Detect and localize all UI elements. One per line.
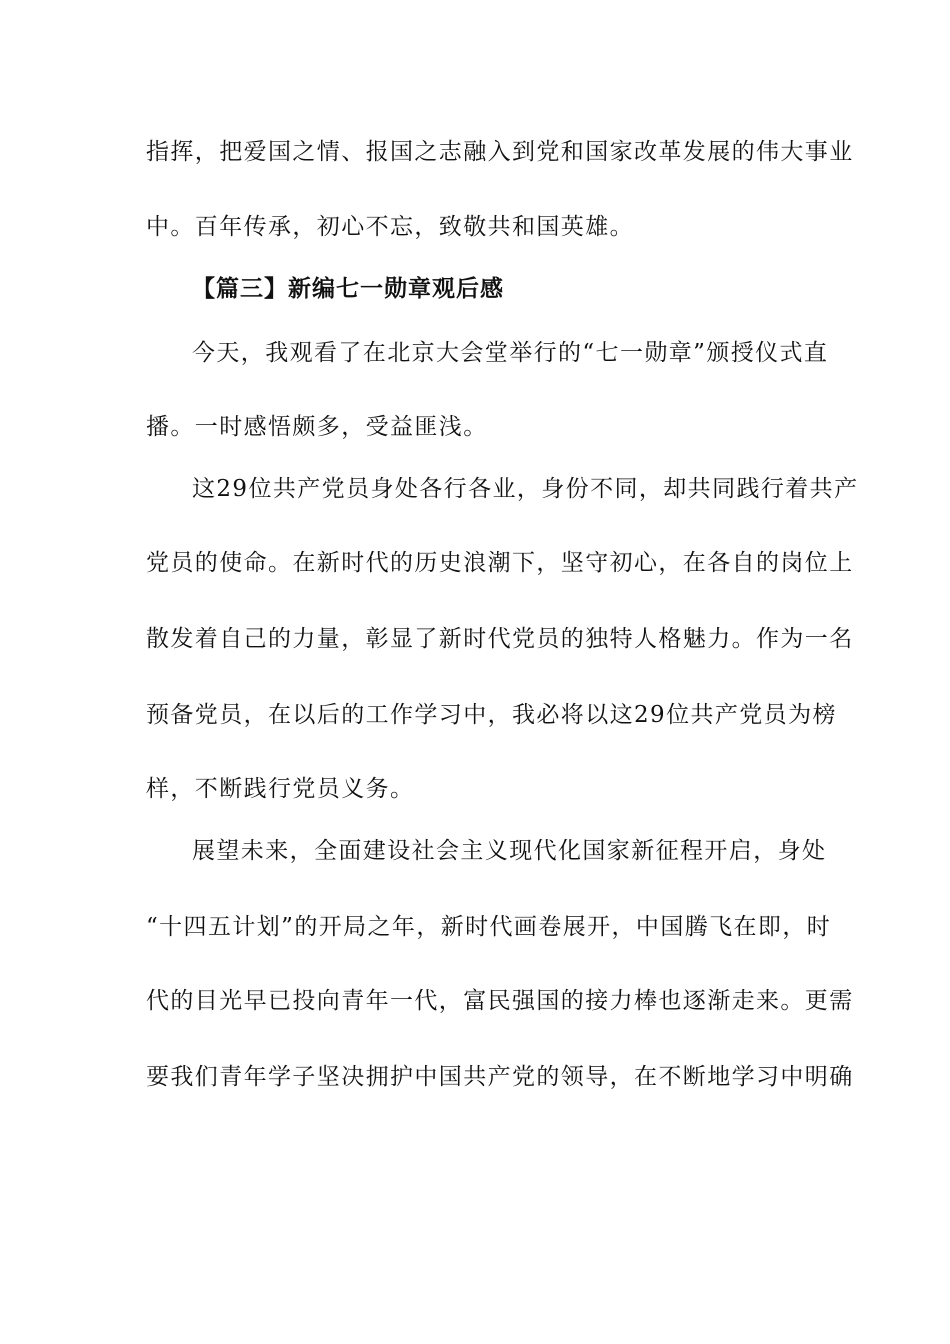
paragraph-line: 指挥，把爱国之情、报国之志融入到党和国家改革发展的伟大事业 (146, 139, 854, 165)
paragraph-line: 样，不断践行党员义务。 (146, 776, 415, 802)
paragraph-line: 播。一时感悟颇多，受益匪浅。 (146, 414, 488, 440)
paragraph-line: 要我们青年学子坚决拥护中国共产党的领导，在不断地学习中明确 (146, 1064, 854, 1090)
paragraph-line: 这29位共产党员身处各行各业，身份不同，却共同践行着共产 (192, 476, 859, 502)
paragraph-line: 中。百年传承，初心不忘，致敬共和国英雄。 (146, 214, 634, 240)
paragraph-line: 预备党员，在以后的工作学习中，我必将以这29位共产党员为榜 (146, 702, 837, 728)
section-heading: 【篇三】新编七一勋章观后感 (192, 276, 504, 302)
paragraph-line: 今天，我观看了在北京大会堂举行的“七一勋章”颁授仪式直 (192, 340, 829, 366)
paragraph-line: “十四五计划”的开局之年，新时代画卷展开，中国腾飞在即，时 (146, 914, 832, 940)
paragraph-line: 代的目光早已投向青年一代，富民强国的接力棒也逐渐走来。更需 (146, 988, 854, 1014)
paragraph-line: 展望未来，全面建设社会主义现代化国家新征程开启，身处 (192, 838, 827, 864)
paragraph-line: 党员的使命。在新时代的历史浪潮下，坚守初心，在各自的岗位上 (146, 550, 854, 576)
paragraph-line: 散发着自己的力量，彰显了新时代党员的独特人格魅力。作为一名 (146, 626, 854, 652)
